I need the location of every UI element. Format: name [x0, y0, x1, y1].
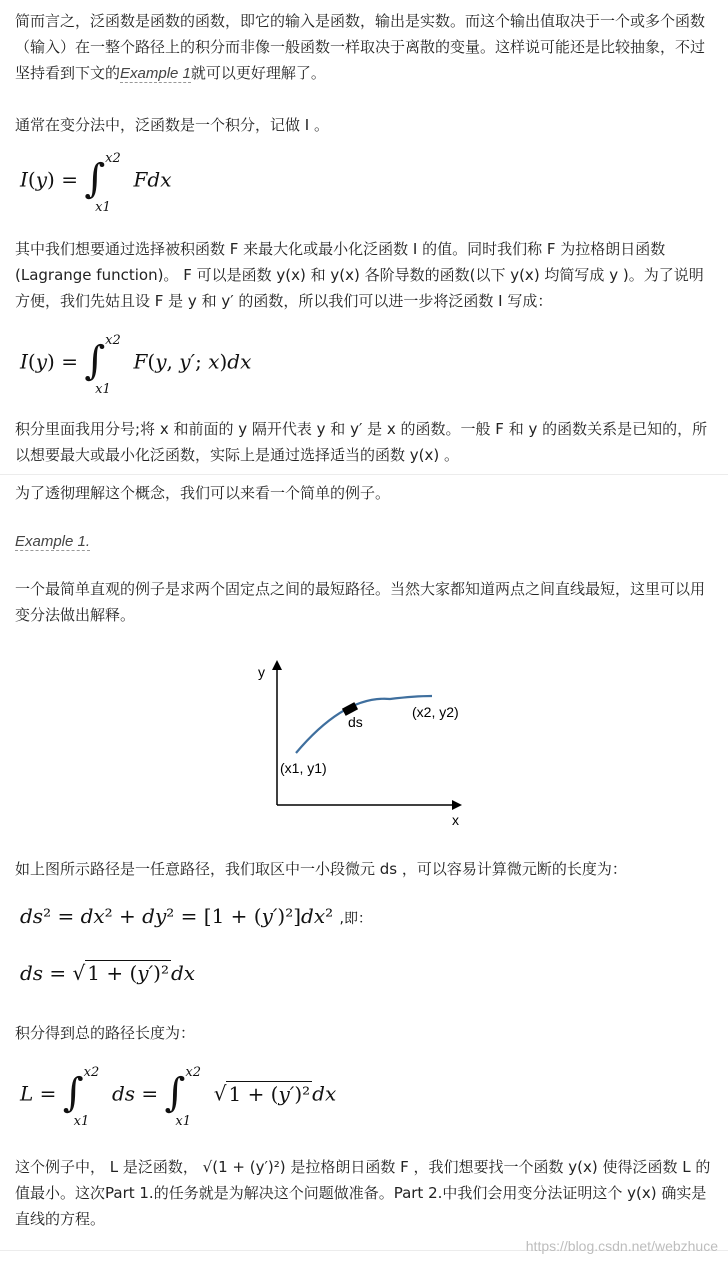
watermark: https://blog.csdn.net/webzhuce	[525, 1238, 718, 1254]
lagrange-paragraph: 其中我们想要通过选择被积函数 F 来最大化或最小化泛函数 I 的值。同时我们称 F 为拉格朗日函数(Lagrange function)。 F 可以是函数 y(x) 和 y(x) 各阶导数的函数(以下 y(x) 均简写成 y )。为了说明方便，我们先姑且设 F 是 y 和 y′ 的函数，所以我们可以进一步将泛函数 I 写成：	[15, 240, 704, 310]
equation-3: ds² = dx² + dy² = [1 + (y′)²]dx² ,即：	[20, 904, 372, 928]
divider	[0, 474, 728, 475]
equation-4: ds = √ 1 + (y′)² dx	[20, 961, 196, 985]
integral-definition-text: 通常在变分法中，泛函数是一个积分，记做 I 。	[15, 116, 329, 134]
example-title-link[interactable]: Example 1.	[15, 533, 91, 550]
y-label: y	[258, 664, 265, 680]
ds-label: ds	[348, 714, 363, 730]
intro-text-end: 就可以更好理解了。	[190, 64, 326, 82]
shortest-path-paragraph: 一个最简单直观的例子是求两个固定点之间的最短路径。当然大家都知道两点之间直线最短，这里可以用变分法做出解释。	[15, 580, 706, 624]
x-label: x	[452, 812, 459, 828]
intro-paragraph	[15, 8, 713, 87]
upper-limit: x2	[105, 151, 121, 166]
example-title	[15, 528, 713, 555]
example-intro: 为了透彻理解这个概念，我们可以来看一个简单的例子。	[15, 484, 391, 502]
equation-3-tail: ,即：	[339, 911, 372, 927]
equation-2: I(y) = ∫ x2 x1 F(y, y′; x)dx	[20, 333, 252, 397]
x-axis-arrow	[452, 800, 462, 810]
example-link[interactable]: Example 1	[120, 65, 191, 82]
path-figure	[250, 655, 490, 830]
conclusion-paragraph: 这个例子中， L 是泛函数， √(1 + (y′)²) 是拉格朗日函数 F ，我们想要找一个函数 y(x) 使得泛函数 L 的值最小。这次Part 1.的任务就是为解决这个问题做准备。Part 2.中我们会用变分法证明这个 y(x) 确实是直线的方程。	[15, 1158, 711, 1228]
point2-label: (x2, y2)	[412, 704, 459, 720]
lower-limit: x1	[95, 200, 111, 215]
intro-text: 简而言之，泛函数是函数的函数，即它的输入是函数，输出是实数。而这个输出值取决于一个或多个函数（输入）在一整个路径上的积分而非像一般函数一样取决于离散的变量。这样说可能还是比较抽象，不过坚持看到下文的	[15, 12, 706, 82]
total-length-text: 积分得到总的路径长度为：	[15, 1024, 196, 1042]
point1-label: (x1, y1)	[280, 760, 327, 776]
equation-1: I(y) = ∫ x2 x1 Fdx	[20, 151, 172, 215]
semicolon-paragraph: 积分里面我用分号;将 x 和前面的 y 隔开代表 y 和 y′ 是 x 的函数。一般 F 和 y 的函数关系是已知的，所以想要最大或最小化泛函数，实际上是通过选择适当的函数 y(x) 。	[15, 420, 708, 464]
y-axis-arrow	[272, 660, 282, 670]
equation-5: L = ∫ x2 x1 ds = ∫ x2 x1 √ 1 + (y′)² dx	[20, 1065, 337, 1129]
segment-paragraph: 如上图所示路径是一任意路径，我们取区中一小段微元 ds ，可以容易计算微元断的长度为：	[15, 860, 627, 878]
